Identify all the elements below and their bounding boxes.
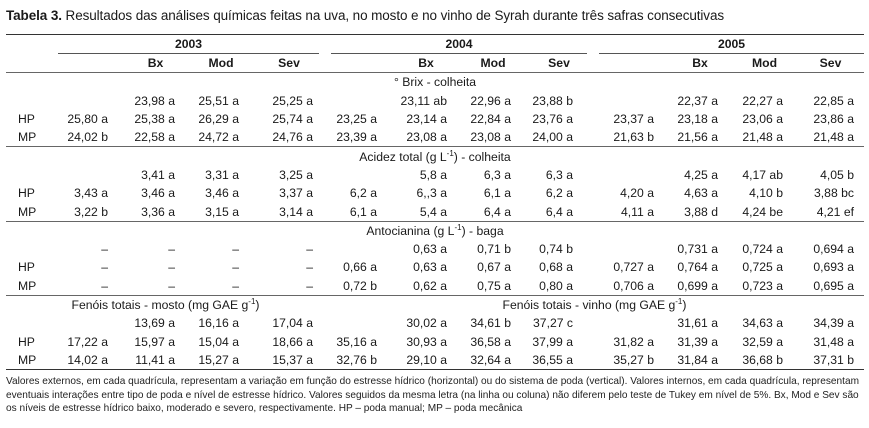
table-cell: 31,84 a	[668, 351, 732, 370]
results-table	[6, 34, 864, 370]
table-cell	[593, 314, 668, 332]
table-cell: –	[232, 260, 239, 275]
table-cell: 36,55 a	[525, 351, 593, 370]
table-cell: 0,695 a	[813, 278, 854, 293]
section-title-acidez	[6, 147, 864, 166]
table-cell: 37,99 a	[532, 334, 573, 349]
subheader-bx-2003: Bx	[147, 56, 164, 71]
table-cell: 6,3 a	[483, 167, 511, 182]
table-cell: 4,05 b	[820, 167, 854, 182]
subheader-bx-2004: Bx	[418, 56, 434, 71]
table-cell: 23,76 a	[532, 112, 573, 127]
table-cell: 3,46 a	[205, 186, 239, 201]
table-cell: 24,76 a	[272, 130, 313, 145]
section-title-main: Acidez total (g L	[359, 149, 447, 164]
table-cell: 15,27 a	[189, 351, 253, 370]
table-cell: 22,27 a	[742, 93, 783, 108]
table-cell: 22,58 a	[134, 130, 175, 145]
table-cell: 14,02 a	[52, 351, 122, 370]
section-title-main: Fenóis totais - vinho (mg GAE g	[502, 298, 676, 312]
table-cell: 0,724 a	[742, 242, 783, 257]
subheader-mod-2005: Mod	[751, 56, 778, 71]
table-cell: 17,22 a	[67, 334, 108, 349]
table-cell: 6,2 a	[349, 186, 377, 201]
table-cell: 31,39 a	[677, 334, 718, 349]
table-cell: 21,56 a	[677, 130, 718, 145]
subheader-row	[6, 54, 864, 73]
table-cell: 3,25 a	[279, 167, 313, 182]
table-cell: 37,27 c	[533, 316, 573, 331]
table-cell: 0,80 a	[539, 278, 573, 293]
table-cell: 6,1 a	[483, 186, 511, 201]
table-row	[6, 332, 864, 350]
table-cell: 24,00 a	[532, 130, 573, 145]
table-cell: 6,4 a	[483, 204, 511, 219]
table-cell: –	[168, 260, 175, 275]
table-cell: 31,48 a	[813, 334, 854, 349]
row-label	[6, 166, 52, 184]
table-cell: 3,41 a	[141, 167, 175, 182]
table-cell: 6,1 a	[349, 204, 377, 219]
table-cell: 17,04 a	[272, 316, 313, 331]
table-cell: 15,04 a	[198, 334, 239, 349]
section-title	[6, 147, 864, 166]
table-cell: 4,10 b	[749, 186, 783, 201]
table-cell: 3,88 bc	[814, 186, 854, 201]
table-cell: 15,97 a	[134, 334, 175, 349]
table-cell: 34,39 a	[813, 316, 854, 331]
table-cell: –	[232, 242, 239, 257]
section-title-antocianina	[6, 221, 864, 240]
table-cell: 35,16 a	[336, 334, 377, 349]
table-caption	[6, 8, 724, 23]
table-cell: –	[101, 278, 108, 293]
table-cell: 4,11 a	[621, 204, 654, 219]
table-cell: 16,16 a	[198, 316, 239, 331]
subheader-mod-2003: Mod	[208, 56, 234, 71]
table-row	[6, 166, 864, 184]
table-cell: 5,4 a	[419, 204, 447, 219]
table-row	[6, 314, 864, 332]
row-label: HP	[18, 186, 35, 201]
table-cell: –	[101, 260, 108, 275]
table-cell: 23,25 a	[336, 112, 377, 127]
year-2004: 2004	[331, 35, 587, 54]
subheader-mod-2004: Mod	[480, 56, 506, 71]
table-cell: 25,51 a	[198, 93, 239, 108]
table-cell: 21,48 a	[813, 130, 854, 145]
table-footnote: Valores externos, em cada quadrícula, representam a variação em função do estresse hídrico (horizontal) ou do sistema de poda (vertical). Valores internos, em cada quadrícula, representam eventuais interações entre tipo de poda e nível de estresse hídrico. Valores seguidos da mesma letra (na linha ou coluna) não diferem pelo teste de Tukey em nível de 5%. Bx, Mod e Sev são os níveis de estresse hídrico baixo, moderado e severo, respectivamente. HP – poda manual; MP – poda mecânica	[6, 376, 859, 415]
table-cell: 24,72 a	[198, 130, 239, 145]
row-label	[6, 314, 52, 332]
table-cell: 22,84 a	[470, 112, 511, 127]
table-cell: 23,88 b	[532, 93, 573, 108]
table-cell: 3,37 a	[279, 186, 313, 201]
section-title-sup: -1	[454, 222, 462, 232]
section-title-sup: -1	[675, 296, 683, 306]
table-row	[6, 240, 864, 258]
section-title-sup: -1	[248, 296, 256, 306]
section-title-brix	[6, 73, 864, 92]
table-cell: 0,74 b	[539, 242, 573, 257]
table-row	[6, 110, 864, 128]
table-cell: 0,63 a	[413, 242, 447, 257]
table-cell: 15,37 a	[253, 351, 325, 370]
table-cell: 13,69 a	[134, 316, 175, 331]
table-cell: 32,64 a	[461, 351, 525, 370]
table-cell	[325, 314, 391, 332]
section-title-main: Antocianina (g L	[366, 223, 455, 238]
table-cell: 23,37 a	[613, 112, 654, 127]
table-cell: 6,2 a	[545, 186, 573, 201]
table-cell: –	[306, 278, 313, 293]
table-cell: 31,61 a	[677, 316, 718, 331]
table-cell: 23,86 a	[813, 112, 854, 127]
row-label: MP	[18, 130, 37, 145]
row-label	[6, 92, 52, 110]
table-cell: 0,68 a	[539, 260, 573, 275]
section-title-end: )	[682, 298, 687, 312]
table-cell: 0,66 a	[343, 260, 377, 275]
table-cell: –	[232, 278, 239, 293]
table-cell	[593, 166, 668, 184]
year-2005: 2005	[599, 35, 864, 54]
table-cell: 23,11 ab	[400, 93, 447, 108]
table-cell: 32,59 a	[742, 334, 783, 349]
table-cell: 4,25 a	[684, 167, 718, 182]
table-cell: 36,68 b	[732, 351, 797, 370]
table-cell: 3,46 a	[141, 186, 175, 201]
section-title	[6, 221, 864, 240]
section-title-mosto	[6, 295, 325, 314]
table-cell: 3,43 a	[74, 186, 108, 201]
table-cell: 3,15 a	[205, 204, 239, 219]
table-cell: 30,02 a	[406, 316, 447, 331]
table-cell: 0,699 a	[677, 278, 718, 293]
table-cell: 0,723 a	[742, 278, 783, 293]
table-cell: 0,731 a	[677, 242, 718, 257]
table-row	[6, 184, 864, 202]
table-cell: 0,706 a	[613, 278, 654, 293]
table-cell: 0,63 a	[413, 260, 447, 275]
table-cell: 21,63 b	[613, 130, 654, 145]
table-cell	[52, 92, 122, 110]
table-cell: 24,02 b	[67, 130, 108, 145]
table-cell: –	[168, 242, 175, 257]
table-cell: 11,41 a	[122, 351, 189, 370]
table-cell: 0,725 a	[742, 260, 783, 275]
row-label: MP	[6, 351, 52, 370]
row-label: MP	[18, 204, 37, 219]
table-cell: –	[168, 278, 175, 293]
table-cell: 35,27 b	[593, 351, 668, 370]
table-row	[6, 277, 864, 296]
table-cell: 23,08 a	[406, 130, 447, 145]
table-cell: 0,764 a	[677, 260, 718, 275]
table-cell	[325, 92, 391, 110]
table-cell: 23,06 a	[742, 112, 783, 127]
table-cell: –	[306, 260, 313, 275]
table-cell: 36,58 a	[470, 334, 511, 349]
table-cell: 0,727 a	[613, 260, 654, 275]
table-cell: 34,63 a	[742, 316, 783, 331]
table-cell: 0,693 a	[813, 260, 854, 275]
table-cell	[593, 92, 668, 110]
table-cell: 4,20 a	[620, 186, 654, 201]
table-cell: 0,67 a	[477, 260, 511, 275]
caption-label: Tabela 3.	[6, 8, 62, 23]
table-row	[6, 128, 864, 147]
table-cell: 3,88 d	[684, 204, 718, 219]
table-cell: 3,36 a	[141, 204, 175, 219]
table-cell: 23,08 a	[470, 130, 511, 145]
table-cell	[325, 240, 391, 258]
table-cell: 25,74 a	[272, 112, 313, 127]
section-title-main: Fenóis totais - mosto (mg GAE g	[71, 298, 249, 312]
subheader-bx-2005: Bx	[692, 56, 708, 71]
row-label: MP	[18, 278, 37, 293]
table-cell: 22,96 a	[470, 93, 511, 108]
table-row	[6, 258, 864, 276]
table-cell: 23,98 a	[134, 93, 175, 108]
section-title-end: )	[255, 298, 260, 312]
section-title-vinho	[325, 295, 864, 314]
section-title-sup: -1	[446, 148, 454, 158]
table-cell	[325, 166, 391, 184]
year-2003: 2003	[58, 35, 319, 54]
table-cell: 25,38 a	[134, 112, 175, 127]
table-cell: 0,694 a	[813, 242, 854, 257]
section-title: ° Brix - colheita	[6, 73, 864, 92]
table-cell: 4,63 a	[684, 186, 718, 201]
table-cell	[593, 240, 668, 258]
table-cell: 3,31 a	[205, 167, 239, 182]
table-cell: 6,3 a	[545, 167, 573, 182]
table-cell: 3,22 b	[74, 204, 108, 219]
table-cell: 22,85 a	[813, 93, 854, 108]
table-cell: 6,4 a	[545, 204, 573, 219]
row-label: HP	[18, 334, 35, 349]
section-title-end: ) - baga	[461, 223, 504, 238]
table-cell: 3,14 a	[279, 204, 313, 219]
subheader-sev-2005: Sev	[819, 56, 842, 71]
table-cell: 30,93 a	[406, 334, 447, 349]
table-cell: 22,37 a	[677, 93, 718, 108]
table-cell: 34,61 b	[470, 316, 511, 331]
table-cell: 4,17 ab	[742, 167, 783, 182]
row-label: HP	[18, 112, 35, 127]
table-cell: 26,29 a	[198, 112, 239, 127]
table-cell	[52, 314, 122, 332]
table-cell: 25,25 a	[272, 93, 313, 108]
table-cell: 29,10 a	[391, 351, 461, 370]
table-cell: –	[101, 242, 108, 257]
table-cell: 6,,3 a	[416, 186, 447, 201]
table-cell: 0,72 b	[343, 278, 377, 293]
subheader-sev-2003: Sev	[278, 56, 300, 71]
table-cell: 23,39 a	[336, 130, 377, 145]
row-label	[6, 240, 52, 258]
year-header-row	[6, 35, 864, 55]
table-row	[6, 92, 864, 110]
section-title-end: ) - colheita	[453, 149, 511, 164]
table-row	[6, 202, 864, 221]
table-cell: 0,75 a	[477, 278, 511, 293]
caption-text: Resultados das análises químicas feitas na uva, no mosto e no vinho de Syrah durante três safras consecutivas	[65, 8, 725, 23]
table-cell: 4,21 ef	[816, 204, 854, 219]
table-cell: 23,14 a	[406, 112, 447, 127]
table-cell: 37,31 b	[797, 351, 864, 370]
table-cell: 31,82 a	[613, 334, 654, 349]
table-cell: 32,76 b	[325, 351, 391, 370]
table-cell	[52, 166, 122, 184]
table-cell: 25,80 a	[67, 112, 108, 127]
table-cell: 5,8 a	[419, 167, 447, 182]
table-cell: 18,66 a	[272, 334, 313, 349]
table-row	[6, 351, 864, 370]
table-cell: 21,48 a	[742, 130, 783, 145]
section-title-fenois	[6, 295, 864, 314]
table-cell: 0,62 a	[413, 278, 447, 293]
subheader-sev-2004: Sev	[548, 56, 570, 71]
table-cell: 4,24 be	[742, 204, 783, 219]
row-label: HP	[18, 260, 35, 275]
table-cell: –	[306, 242, 313, 257]
table-cell: 23,18 a	[677, 112, 718, 127]
table-cell: 0,71 b	[477, 242, 511, 257]
